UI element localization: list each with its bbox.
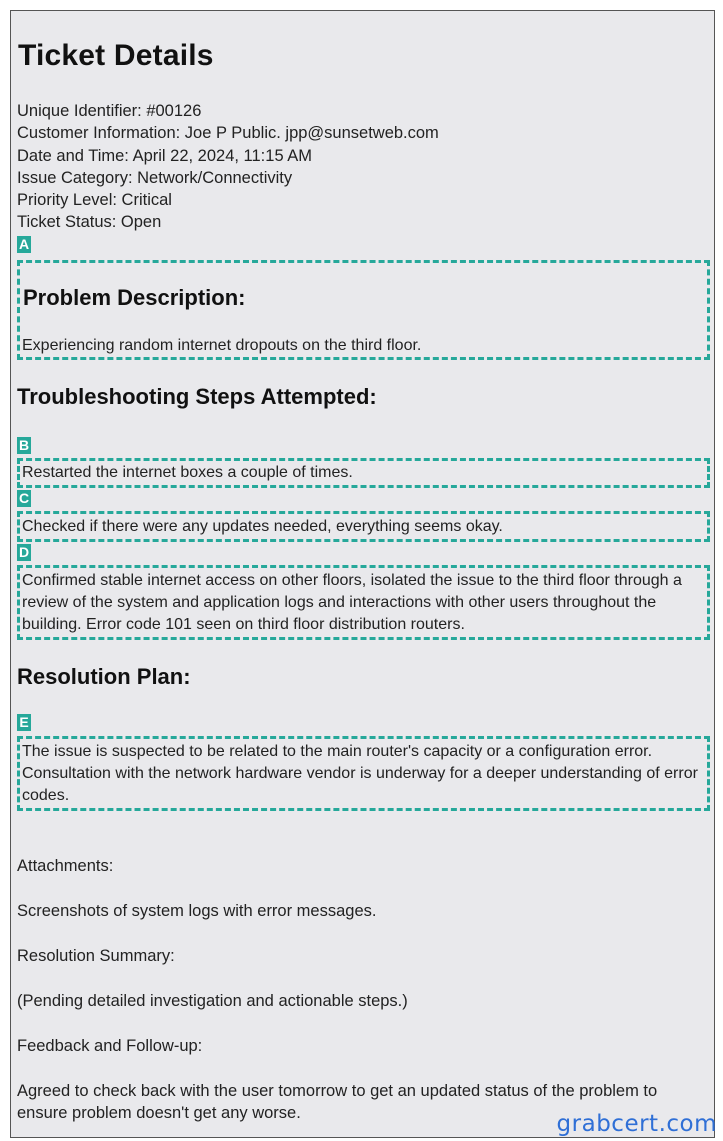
step-text-b: Restarted the internet boxes a couple of times.	[22, 464, 353, 481]
attachments-text: Screenshots of system logs with error messages.	[17, 902, 377, 920]
step-text-c: Checked if there were any updates needed, everything seems okay.	[22, 518, 503, 535]
priority-level: Priority Level: Critical	[17, 191, 172, 209]
ticket-status: Ticket Status: Open	[17, 213, 162, 231]
page-title: Ticket Details	[18, 39, 214, 72]
customer-information: Customer Information: Joe P Public. jpp@sunsetweb.com	[17, 124, 439, 142]
watermark: grabcert.com	[556, 1111, 717, 1137]
step-text-d: Confirmed stable internet access on other floors, isolated the issue to the third floor through a review of the system and application logs and interactions with other users throughout the building. Error code 101 seen on third floor distribution routers.	[22, 572, 682, 633]
attachments-label: Attachments:	[17, 857, 114, 875]
tag-a: A	[18, 236, 30, 252]
step-box-b[interactable]	[17, 458, 710, 488]
date-time: Date and Time: April 22, 2024, 11:15 AM	[17, 147, 313, 165]
resolution-plan-text: The issue is suspected to be related to the main router's capacity or a configuration error. Consultation with the network hardware vendor is underway for a deeper understanding of error codes.	[22, 743, 698, 804]
resolution-summary-label: Resolution Summary:	[17, 947, 175, 965]
step-box-d[interactable]	[17, 565, 710, 640]
problem-description-box[interactable]	[17, 260, 710, 360]
tag-c: C	[18, 490, 30, 506]
resolution-plan-heading: Resolution Plan:	[17, 664, 191, 689]
feedback-text: Agreed to check back with the user tomorrow to get an updated status of the problem to ensure problem doesn't get any worse.	[17, 1082, 658, 1122]
troubleshooting-heading: Troubleshooting Steps Attempted:	[17, 384, 377, 409]
resolution-plan-box[interactable]	[17, 736, 710, 811]
ticket-page	[10, 10, 715, 1138]
tag-e: E	[17, 714, 31, 731]
unique-identifier: Unique Identifier: #00126	[17, 102, 202, 120]
step-box-c[interactable]	[17, 511, 710, 542]
feedback-label: Feedback and Follow-up:	[17, 1037, 203, 1055]
resolution-summary-text: (Pending detailed investigation and actionable steps.)	[17, 992, 408, 1010]
tag-b: B	[18, 437, 30, 453]
issue-category: Issue Category: Network/Connectivity	[17, 169, 293, 187]
tag-d: D	[18, 544, 30, 560]
problem-description-text: Experiencing random internet dropouts on the third floor.	[22, 337, 422, 354]
problem-description-heading: Problem Description:	[23, 285, 246, 310]
